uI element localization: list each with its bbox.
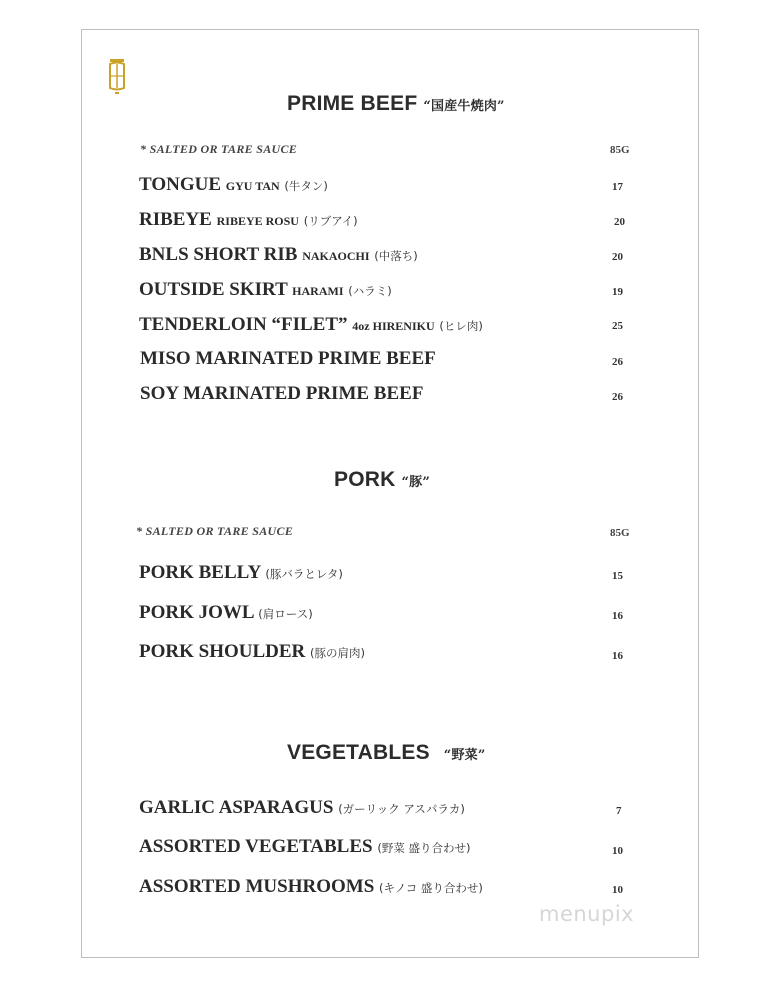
item-name: TONGUE	[139, 174, 222, 195]
section-title-prime-beef	[287, 92, 505, 116]
item-name: SOY MARINATED PRIME BEEF	[140, 383, 424, 404]
item-name: ASSORTED MUSHROOMS	[139, 876, 375, 897]
menu-item-bnls-short-rib	[139, 244, 418, 266]
menu-item-soy-marinated-beef	[140, 383, 423, 405]
menu-item-outside-skirt	[139, 279, 392, 301]
item-sub: HARAMI	[292, 284, 344, 298]
item-jp: (野菜 盛り合わせ)	[377, 841, 471, 855]
item-jp: (豚バラとレタ)	[265, 567, 343, 581]
item-jp: (ガーリック アスパラカ)	[338, 802, 465, 816]
item-price: 17	[612, 181, 623, 193]
item-sub: 4oz HIRENIKU	[352, 319, 435, 333]
menu-item-assorted-mushrooms	[139, 876, 483, 898]
item-jp: (ハラミ)	[348, 284, 392, 298]
item-name: PORK JOWL	[139, 602, 254, 623]
menu-item-assorted-vegetables	[139, 836, 470, 858]
item-name: PORK BELLY	[139, 562, 261, 583]
sauce-note: * SALTED OR TARE SAUCE	[140, 142, 298, 156]
item-price: 10	[612, 845, 623, 857]
item-name: ASSORTED VEGETABLES	[139, 836, 373, 857]
item-sub: RIBEYE ROSU	[216, 214, 299, 228]
menu-item-pork-belly	[139, 562, 343, 584]
section-title-text: PORK	[334, 468, 396, 491]
item-price: 16	[612, 650, 623, 662]
item-jp: (ヒレ肉)	[439, 319, 483, 333]
item-name: MISO MARINATED PRIME BEEF	[140, 348, 436, 369]
item-price: 20	[612, 251, 623, 263]
item-jp: (豚の肩肉)	[310, 646, 366, 660]
section-title-jp: “野菜”	[443, 748, 486, 763]
item-sub: GYU TAN	[225, 179, 280, 193]
item-jp: (キノコ 盛り合わせ)	[379, 881, 483, 895]
menu-item-garlic-asparagus	[139, 797, 465, 819]
item-price: 15	[612, 570, 623, 582]
watermark: menupix	[539, 902, 635, 926]
item-price: 16	[612, 610, 623, 622]
item-price: 10	[612, 884, 623, 896]
item-jp: (牛タン)	[284, 179, 328, 193]
section-title-text: PRIME BEEF	[287, 92, 418, 115]
item-jp: (中落ち)	[374, 249, 418, 263]
gold-lantern-logo-icon	[107, 58, 127, 96]
section-title-jp: “豚”	[401, 475, 431, 490]
item-name: GARLIC ASPARAGUS	[139, 797, 334, 818]
sauce-note: * SALTED OR TARE SAUCE	[136, 524, 294, 538]
item-jp: (肩ロース)	[258, 607, 313, 621]
section-title-jp: “国産牛焼肉”	[423, 99, 505, 114]
item-price: 7	[616, 805, 622, 817]
portion-unit: 85G	[610, 144, 630, 156]
item-price: 20	[614, 216, 625, 228]
menu-item-miso-marinated-beef	[140, 348, 436, 370]
menu-item-tongue	[139, 174, 328, 196]
item-name: PORK SHOULDER	[139, 641, 306, 662]
section-title-vegetables	[287, 741, 486, 765]
item-name: BNLS SHORT RIB	[139, 244, 298, 265]
menu-item-ribeye	[139, 209, 358, 231]
section-title-text: VEGETABLES	[287, 741, 430, 764]
item-price: 25	[612, 320, 623, 332]
item-price: 19	[612, 286, 623, 298]
item-price: 26	[612, 391, 623, 403]
item-name: RIBEYE	[139, 209, 212, 230]
item-jp: (リブアイ)	[303, 214, 358, 228]
item-price: 26	[612, 356, 623, 368]
section-title-pork	[334, 468, 430, 492]
menu-item-tenderloin	[139, 314, 483, 336]
item-name: TENDERLOIN “FILET”	[139, 314, 348, 335]
portion-unit: 85G	[610, 527, 630, 539]
menu-item-pork-jowl	[139, 602, 313, 624]
menu-item-pork-shoulder	[139, 641, 365, 663]
item-sub: NAKAOCHI	[302, 249, 370, 263]
item-name: OUTSIDE SKIRT	[139, 279, 288, 300]
